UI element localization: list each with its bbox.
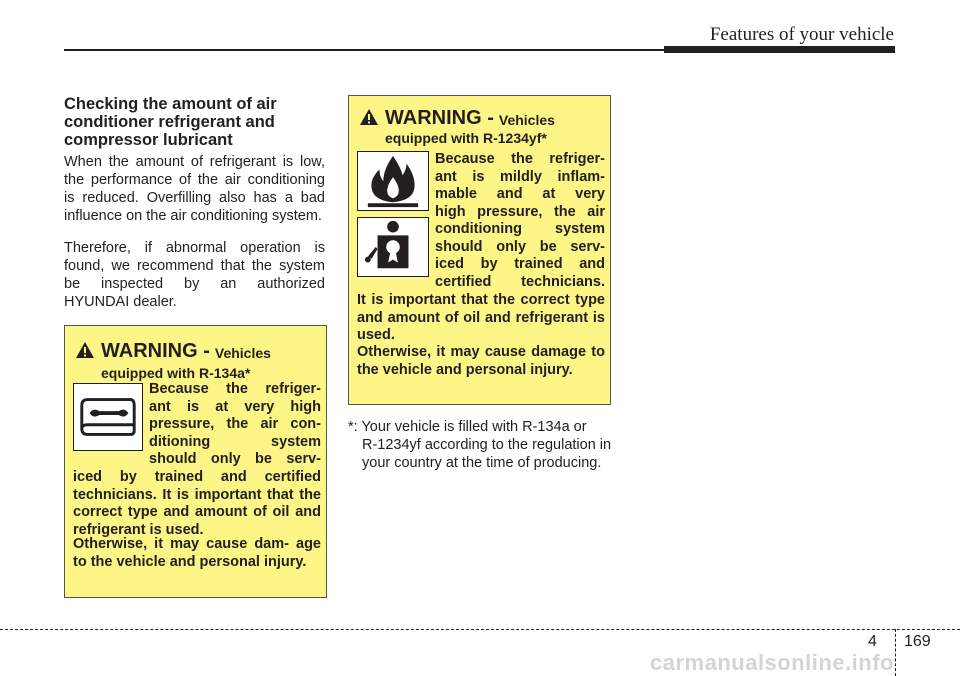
chapter-number: 4 <box>868 633 877 650</box>
warning-text-final: Otherwise, it may cause damage to the vehicle and personal injury. <box>357 344 605 378</box>
warning-text-line: pressure, the air con- <box>149 416 321 432</box>
warning-text-line: ant is mildly inflam- <box>435 168 605 185</box>
warning-subtitle-line2: equipped with R-134a* <box>101 365 251 381</box>
warning-box-r1234yf <box>348 95 611 405</box>
warning-text-line: iced by trained and <box>435 256 605 272</box>
warning-text-line: mable and at very <box>435 186 605 202</box>
watermark: carmanualsonline.info <box>650 650 894 675</box>
footer-rule <box>0 629 960 630</box>
warning-text-line: should only be serv- <box>435 238 605 255</box>
warning-subtitle: Vehicles <box>498 112 555 128</box>
repair-manual-icon <box>73 383 143 451</box>
warning-subtitle-line2: equipped with R-1234yf* <box>385 130 547 146</box>
warning-word: WARNING - <box>101 340 210 362</box>
warning-text-line: certified technicians. <box>435 273 605 290</box>
header-bar <box>664 46 895 53</box>
body-paragraph-1: When the amount of refrigerant is low, the performance of the air conditioning is reduced. Overfilling also has a bad influence on the air conditioning system. <box>64 154 325 224</box>
footer-divider <box>895 629 896 676</box>
footnote-continuation: R-1234yf according to the regulation in your country at the time of producing. <box>362 437 612 471</box>
warning-text-line: ant is at very high <box>149 398 321 415</box>
warning-text-line: high pressure, the air <box>435 203 605 220</box>
body-paragraph-2: Therefore, if abnormal operation is found, we recommend that the system be inspected by an authorized HYUNDAI dealer. <box>64 240 325 310</box>
warning-text-paragraph: It is important that the correct type and amount of oil and refrigerant is used. <box>357 292 605 343</box>
warning-box-r134a <box>64 325 327 598</box>
warning-text-paragraph: iced by trained and certified technicians. It is important that the correct type and amount of oil and refrigerant is used. <box>73 469 321 538</box>
footnote-line-1: *: Your vehicle is filled with R-134a or <box>348 419 587 435</box>
certified-technician-icon <box>357 217 429 277</box>
section-heading: Checking the amount of air conditioner refrigerant and compressor lubricant <box>64 95 277 149</box>
warning-text-final: Otherwise, it may cause dam- age to the vehicle and personal injury. <box>73 536 321 570</box>
warning-text-line: should only be serv- <box>149 451 321 467</box>
header-title: Features of your vehicle <box>709 24 894 45</box>
warning-triangle-icon <box>359 108 379 126</box>
warning-text-line: Because the refriger- <box>435 151 605 167</box>
warning-text-line: conditioning system <box>435 221 605 237</box>
page-number: 169 <box>904 633 931 650</box>
warning-triangle-icon <box>75 341 95 359</box>
warning-text-line: Because the refriger- <box>149 381 321 397</box>
flammable-icon <box>357 151 429 211</box>
warning-text-line: ditioning system <box>149 433 321 450</box>
header-rule <box>64 49 664 51</box>
warning-word: WARNING - <box>385 107 494 129</box>
footnote <box>348 418 613 472</box>
warning-subtitle: Vehicles <box>214 345 271 361</box>
